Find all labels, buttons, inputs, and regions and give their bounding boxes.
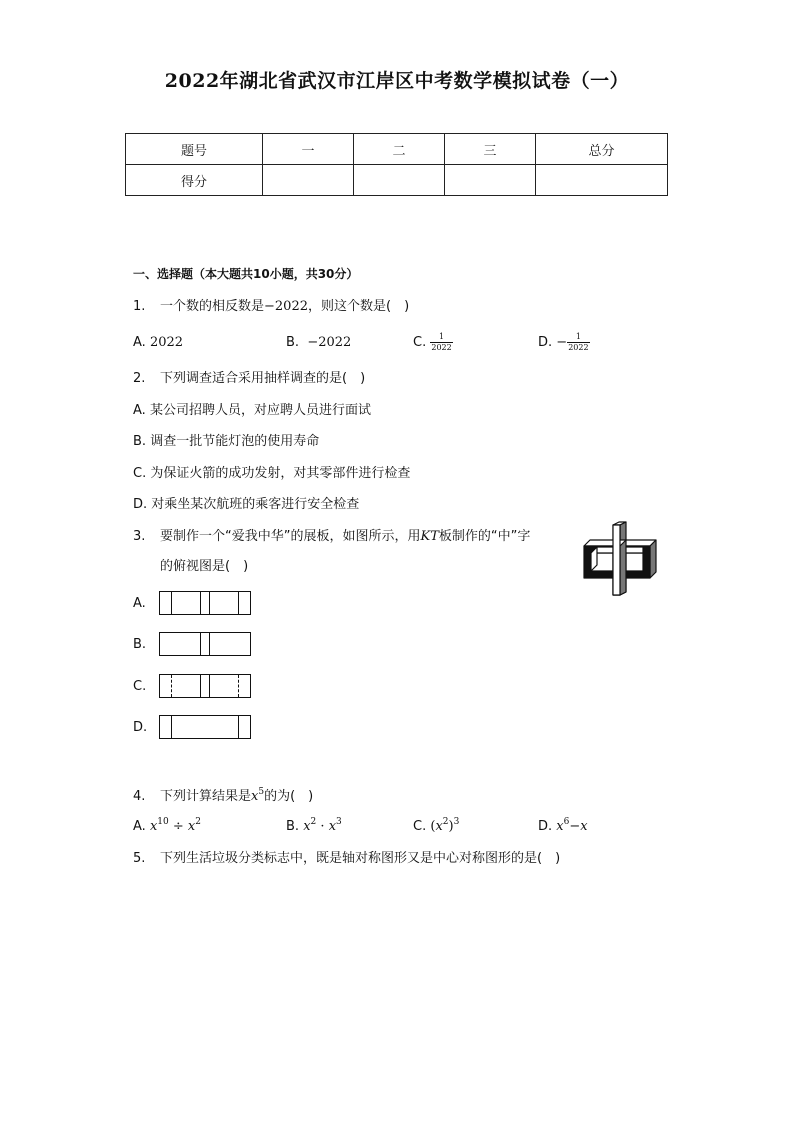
option-c[interactable] — [413, 819, 459, 835]
option-a[interactable] — [133, 403, 371, 419]
option-label: B. — [133, 434, 147, 449]
option-label: D. — [133, 497, 148, 512]
score-header-cell: 三 — [445, 134, 536, 165]
option-label: A. — [133, 596, 146, 611]
option-value: 2022 — [149, 335, 184, 350]
stem-text: ，则这个数是( ) — [308, 299, 410, 314]
stem-text: 要制作一个“爱我中华”的展板，如图所示，用 — [160, 529, 421, 544]
top-view-option-a[interactable] — [159, 591, 251, 615]
score-header-cell: 题号 — [126, 134, 263, 165]
math-exponent: 3 — [336, 817, 342, 827]
option-label: A. — [133, 403, 146, 418]
question-number: 2. — [133, 371, 146, 386]
option-c[interactable] — [133, 466, 410, 482]
stem-text: 一个数的相反数是 — [160, 299, 265, 314]
option-text: 某公司招聘人员，对应聘人员进行面试 — [149, 403, 371, 418]
math-paren: ( — [430, 819, 436, 834]
question-number: 1. — [133, 299, 146, 314]
option-d[interactable] — [133, 497, 359, 513]
score-header-cell: 一 — [263, 134, 354, 165]
math-exponent: 2 — [442, 817, 449, 827]
fraction — [430, 332, 452, 353]
top-view-option-d[interactable] — [159, 715, 251, 739]
math-base: x — [580, 819, 588, 834]
option-value: −2022 — [307, 335, 352, 350]
score-cell[interactable] — [445, 165, 536, 196]
score-table — [125, 133, 668, 196]
page-title: 2022年湖北省武汉市江岸区中考数学模拟试卷（一） — [164, 70, 630, 92]
question-stem — [160, 299, 409, 315]
question-stem — [160, 789, 313, 805]
option-label: C. — [133, 466, 147, 481]
edge-line — [209, 675, 210, 697]
math-base: x — [187, 819, 196, 834]
option-c[interactable] — [413, 330, 453, 356]
option-label: A. — [133, 335, 146, 350]
option-sign: − — [556, 335, 568, 350]
stem-text: 的为( ) — [264, 789, 314, 804]
edge-line — [238, 716, 239, 738]
stem-variable: x — [251, 789, 259, 804]
question-stem: 下列生活垃圾分类标志中，既是轴对称图形又是中心对称图形的是( ) — [160, 851, 561, 866]
hidden-edge-line — [238, 675, 239, 697]
score-cell[interactable] — [536, 165, 668, 196]
edge-line — [171, 716, 172, 738]
score-row-label: 得分 — [126, 165, 263, 196]
stem-value: −2022 — [264, 299, 308, 314]
score-header-cell: 总分 — [536, 134, 668, 165]
zhong-character-figure — [580, 520, 660, 602]
fraction-denominator: 2022 — [431, 343, 452, 352]
option-b[interactable] — [286, 335, 351, 351]
option-label: D. — [538, 335, 553, 350]
math-base: x — [303, 819, 311, 834]
score-cell[interactable] — [354, 165, 445, 196]
score-table-header-row — [126, 134, 668, 165]
option-d[interactable] — [538, 330, 590, 356]
stem-text: 下列计算结果是 — [160, 789, 252, 804]
question-number: 4. — [133, 789, 146, 804]
stem-text: 板制作的“中”字 — [438, 529, 531, 544]
question-stem — [160, 529, 530, 545]
math-base: x — [328, 819, 337, 834]
top-view-option-c[interactable] — [159, 674, 251, 698]
edge-line — [200, 675, 201, 697]
math-operator: ÷ — [168, 819, 188, 834]
math-operator: · — [316, 819, 329, 834]
option-label: D. — [133, 720, 148, 735]
option-text: 对乘坐某次航班的乘客进行安全检查 — [151, 497, 360, 512]
math-exponent: 2 — [195, 817, 201, 827]
option-d[interactable] — [538, 819, 588, 835]
math-exponent: 2 — [310, 817, 317, 827]
stem-variable: KT — [420, 529, 439, 544]
option-text: 为保证火箭的成功发射，对其零部件进行检查 — [150, 466, 411, 481]
option-label: B. — [286, 335, 300, 350]
question-number: 5. — [133, 851, 146, 866]
math-operator: − — [569, 819, 581, 834]
fraction — [567, 332, 589, 353]
option-a[interactable] — [133, 819, 201, 835]
question-stem-line2: 的俯视图是( ) — [160, 559, 249, 574]
edge-line — [200, 633, 201, 655]
score-table-score-row — [126, 165, 668, 196]
edge-line — [209, 633, 210, 655]
option-a[interactable] — [133, 335, 183, 351]
option-text: 调查一批节能灯泡的使用寿命 — [150, 434, 320, 449]
option-label: C. — [413, 335, 427, 350]
top-view-option-b[interactable] — [159, 632, 251, 656]
fraction-numerator: 1 — [567, 332, 589, 343]
math-paren: ) — [448, 819, 454, 834]
score-cell[interactable] — [263, 165, 354, 196]
option-label: B. — [133, 637, 147, 652]
edge-line — [171, 592, 172, 614]
option-label: D. — [538, 819, 553, 834]
math-exponent: 6 — [563, 817, 570, 827]
edge-line — [209, 592, 210, 614]
fraction-numerator: 1 — [430, 332, 452, 343]
option-b[interactable] — [286, 819, 342, 835]
fraction-denominator: 2022 — [568, 343, 589, 352]
question-stem: 下列调查适合采用抽样调查的是( ) — [160, 371, 366, 386]
stem-exponent: 5 — [258, 787, 265, 797]
option-label: C. — [413, 819, 427, 834]
math-exponent: 10 — [157, 817, 169, 827]
edge-line — [200, 592, 201, 614]
section-heading: 一、选择题（本大题共10小题，共30分） — [133, 267, 359, 281]
math-base: x — [435, 819, 443, 834]
option-label: B. — [286, 819, 300, 834]
math-base: x — [556, 819, 564, 834]
option-b[interactable] — [133, 434, 319, 450]
question-number: 3. — [133, 529, 146, 544]
option-label: C. — [133, 679, 147, 694]
edge-line — [238, 592, 239, 614]
math-exponent: 3 — [453, 817, 460, 827]
math-base: x — [149, 819, 158, 834]
hidden-edge-line — [171, 675, 172, 697]
option-label: A. — [133, 819, 146, 834]
score-header-cell: 二 — [354, 134, 445, 165]
